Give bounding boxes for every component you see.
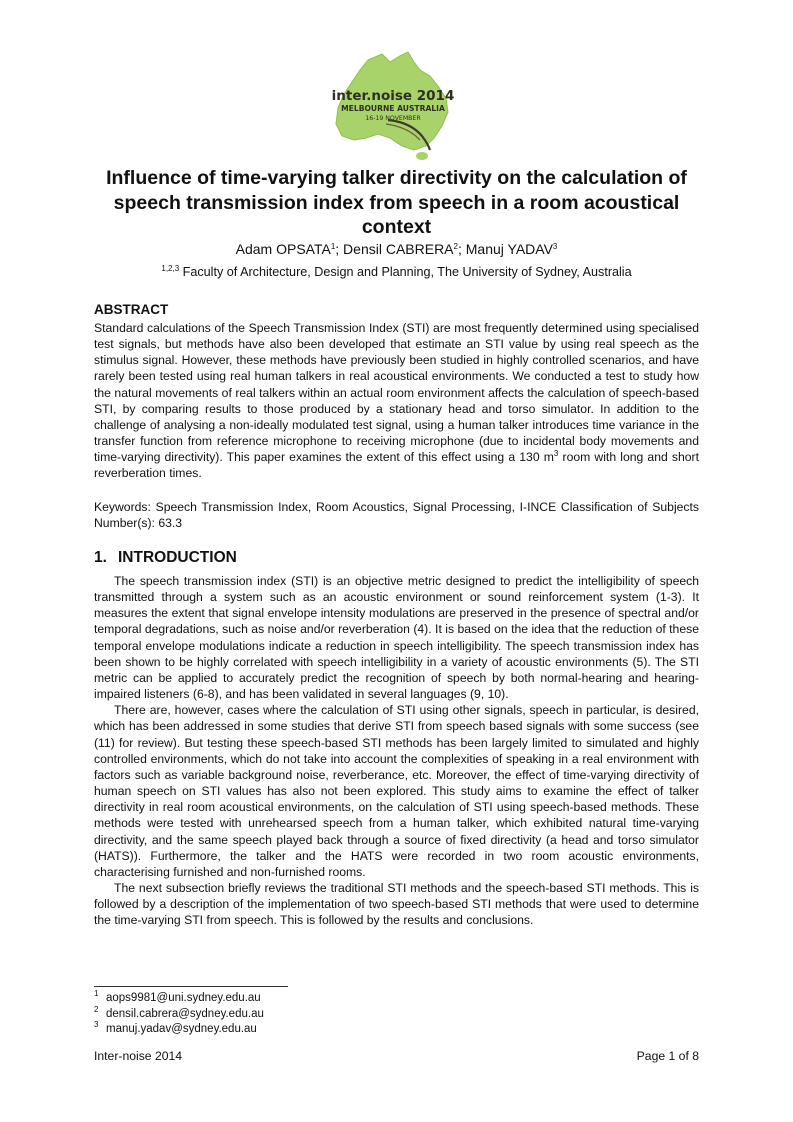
footer-page-number: Page 1 of 8 xyxy=(636,1049,699,1063)
footnote-email[interactable]: aops9981@uni.sydney.edu.au xyxy=(106,992,261,1004)
author-separator: ; xyxy=(335,241,344,257)
introduction-paragraph: There are, however, cases where the calculation of STI using other signals, speech in particular, is desired, which has been addressed in some studies that derive STI from speech based signals with some success (see (11) for review). But testing these speech-based STI methods has been largely limited to simulated and highly controlled environments, which do not take into account the complexities of speaking in a real environment with factors such as variable background noise, reverberance, etc. Moreover, the effect of time-varying directivity of human speech on STI values has also not been explored. This study aims to examine the effect of talker directivity in real room acoustical environments, on the calculation of STI using speech-based methods. These methods were tested with unrehearsed speech from a human talker, which exhibited natural time-varying directivity, and the same speech played back through a source of fixed directivity (a head and torso simulator (HATS)). Furthermore, the talker and the HATS were recorded in two room acoustic environments, characterising furnished and non-furnished rooms. xyxy=(94,703,699,879)
conference-logo xyxy=(330,50,456,162)
author-affiliation-mark: 2 xyxy=(453,242,458,251)
author-name: Adam OPSATA xyxy=(235,241,331,257)
author-affiliation-mark: 3 xyxy=(552,242,558,251)
footnote-item: $^3$ manuj.yadav@sydney.edu.au xyxy=(94,1020,257,1036)
affiliation-marks: 1,2,3 xyxy=(161,264,180,273)
footnote-email[interactable]: manuj.yadav@sydney.edu.au xyxy=(106,1023,257,1036)
affiliation xyxy=(60,264,733,280)
logo-city: MELBOURNE AUSTRALIA xyxy=(341,104,445,113)
introduction-body xyxy=(94,573,699,928)
footnote-email[interactable]: densil.cabrera@sydney.edu.au xyxy=(106,1007,264,1020)
author-separator: ; xyxy=(457,241,466,257)
section-title: INTRODUCTION xyxy=(118,549,237,566)
abstract-text xyxy=(94,320,699,482)
introduction-paragraph: The speech transmission index (STI) is an objective metric designed to predict the intelligibility of speech transmitted through a system such as an acoustic environment or sound reinforcement system (1-3). It measures the extent that signal envelope intensity modulations are preserved in the presence of spectral and/or temporal degradations, such as noise and/or reverberation (4). It is based on the idea that the reduction of these temporal envelope modulations indicate a reduction in speech intelligibility. The speech transmission index has been shown to be highly correlated with speech intelligibility in a variety of acoustic environments (5). The STI metric can be applied to accurately predict the recognition of speech by both normal-hearing and hearing-impaired listeners (6-8), and has been validated in several languages (9, 10). xyxy=(94,574,699,702)
paper-title: Influence of time-varying talker directivity on the calculation of speech transmission index from speech in a room acoustical context xyxy=(106,167,687,238)
footnote-divider xyxy=(94,986,288,987)
author-name: Manuj YADAV xyxy=(465,241,553,257)
keywords: Keywords: Speech Transmission Index, Room Acoustics, Signal Processing, I-INCE Classification of Subjects Number(s): 63.3 xyxy=(94,500,699,531)
author-affiliation-mark: 1 xyxy=(330,242,336,251)
affiliation-text: Faculty of Architecture, Design and Planning, The University of Sydney, Australia xyxy=(182,265,632,279)
abstract-unit-superscript: 3 xyxy=(553,449,559,459)
footer-conference: Inter-noise 2014 xyxy=(94,1049,183,1063)
abstract-text-end: room with long and short reverberation times. xyxy=(94,450,699,481)
abstract-text-main: Standard calculations of the Speech Transmission Index (STI) are most frequently determined using specialised test signals, but methods have also been developed that estimate an STI value by using real speech as the stimulus signal. However, these methods have previously been studied in highly controlled scenarios, and have rarely been tested using real human talkers in real acoustical environments. We conducted a test to study how the natural movements of real talkers within an actual room environment affects the calculation of speech-based STI, by comparing results to those produced by a stationary head and torso simulator. In addition to the challenge of analysing a non-ideally modulated test signal, using a human talker introduces time variance in the transfer function from reference microphone to receiving microphone (due to incidental body movements and time-varying directivity). This paper examines the extent of this effect using a 130 m xyxy=(94,321,699,465)
logo-title: inter.noise 2014 xyxy=(331,88,455,104)
footnote-item: $^2$ densil.cabrera@sydney.edu.au xyxy=(94,1004,264,1020)
author-name: Densil CABRERA xyxy=(343,241,454,257)
author-list xyxy=(60,240,733,258)
section-number: 1. xyxy=(94,549,107,566)
introduction-paragraph: The next subsection briefly reviews the traditional STI methods and the speech-based STI methods. This is followed by a description of the implementation of two speech-based STI methods that were used to determine the time-varying STI from speech. This is followed by the results and conclusions. xyxy=(94,880,699,928)
introduction-heading xyxy=(94,549,237,567)
logo-dates: 16-19 NOVEMBER xyxy=(365,115,421,122)
footnotes xyxy=(94,991,264,1038)
tasmania-shape xyxy=(416,152,428,160)
abstract-heading: ABSTRACT xyxy=(94,302,169,317)
footnote-item: $^1$ aops9981@uni.sydney.edu.au xyxy=(94,989,261,1004)
